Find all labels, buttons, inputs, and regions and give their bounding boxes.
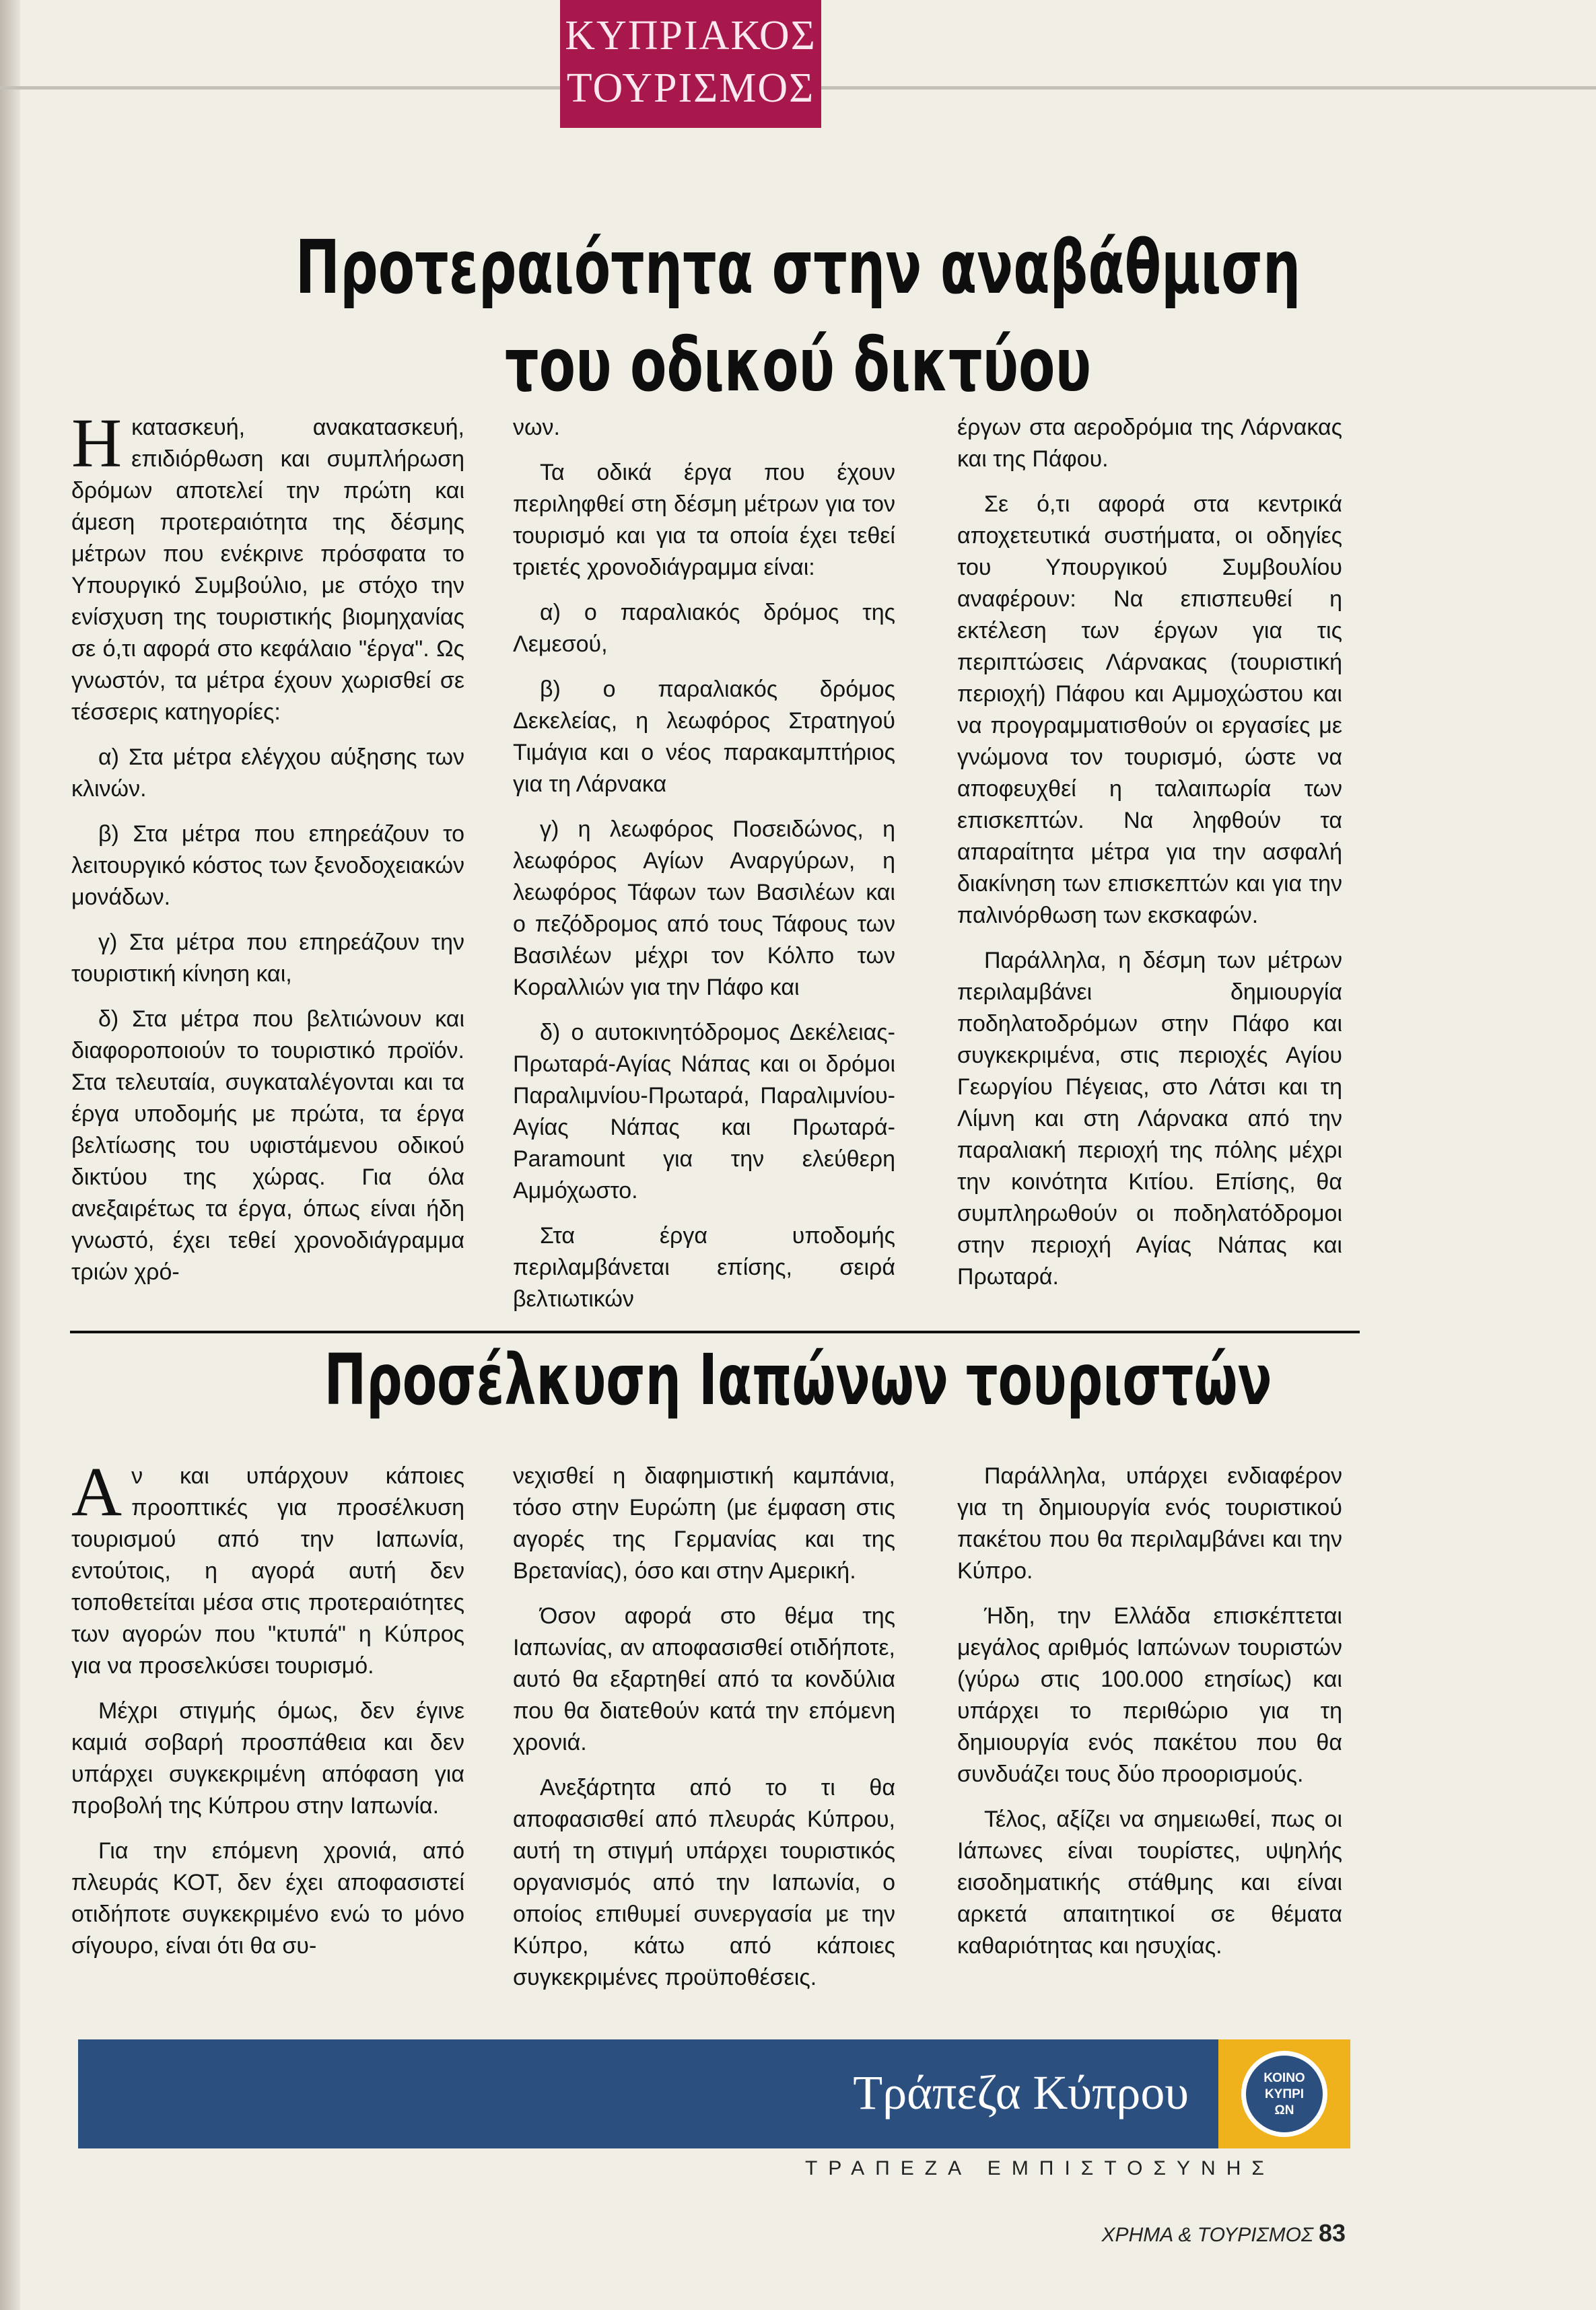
article1-column-1 xyxy=(71,405,464,1302)
article1-title-line2: του οδικού δικτύου xyxy=(505,322,1091,408)
article1-title xyxy=(223,219,1373,414)
article2-paragraph: ν και υπάρχουν κάποιες προοπτικές για προσέλκυση τουρισμού από την Ιαπωνία, εντούτοις, η αγορά αυτή δεν τοποθετείται μέσα στις προτεραιότητες των αγορών που "κτυπά" η Κύπρος για να προσελκύσει τουρισμό. xyxy=(71,1463,464,1679)
article1-paragraph: έργων στα αεροδρόμια της Λάρνακας και της Πάφου. xyxy=(957,415,1342,472)
page-folio xyxy=(1102,2219,1346,2247)
article-divider xyxy=(70,1331,1360,1333)
article2-paragraph: νεχισθεί η διαφημιστική καμπάνια, τόσο στην Ευρώπη (με έμφαση στις αγορές της Γερμανίας και της Βρετανίας), όσο και στην Αμερική. xyxy=(513,1463,895,1584)
article1-paragraph: κατασκευή, ανακατασκευή, επιδιόρθωση και συμπλήρωση δρόμων αποτελεί την πρώτη και άμεση προτεραιότητα της δέσμης μέτρων που ενέκρινε πρόσφατα το Υπουργικό Συμβούλιο, με στόχο την ενίσχυση της τουριστικής βιομηχανίας σε ό,τι αφορά στο κεφάλαιο "έργα". Ως γνωστόν, τα μέτρα έχουν χωρισθεί σε τέσσερις κατηγορίες: xyxy=(71,415,464,725)
article1-paragraph: α) Στα μέτρα ελέγχου αύξησης των κλινών. xyxy=(71,744,464,802)
show-through-right xyxy=(1366,222,1568,1972)
article2-paragraph: Παράλληλα, υπάρχει ενδιαφέρον για τη δημιουργία ενός τουριστικού πακέτου που θα περιλαμβάνει και την Κύπρο. xyxy=(957,1463,1342,1584)
magazine-name: ΧΡΗΜΑ & ΤΟΥΡΙΣΜΟΣ xyxy=(1101,2224,1313,2246)
article2-paragraph: Ανεξάρτητα από το τι θα αποφασισθεί από πλευράς Κύπρου, αυτή τη στιγμή υπάρχει τουριστικός οργανισμός από την Ιαπωνία, ο οποίος επιθυμεί συνεργασία με την Κύπρο, κάτω από κάποιες συγκεκριμένες προϋποθέσεις. xyxy=(513,1775,895,1990)
article2-title-text: Προσέλκυση Ιαπώνων τουριστών xyxy=(324,1339,1272,1421)
section-tag xyxy=(560,0,821,128)
article1-paragraph: γ) Στα μέτρα που επηρεάζουν την τουριστική κίνηση και, xyxy=(71,930,464,987)
article2-dropcap: Α xyxy=(71,1453,123,1531)
article1-column-2 xyxy=(513,412,895,1329)
article1-paragraph: Τα οδικά έργα που έχουν περιληφθεί στη δέσμη μέτρων για τον τουρισμό και για τα οποία έχει τεθεί τριετές χρονοδιάγραμμα είναι: xyxy=(513,460,895,580)
article1-paragraph: Παράλληλα, η δέσμη των μέτρων περιλαμβάνει δημιουργία ποδηλατοδρόμων στην Πάφο και συγκεκριμένα, στις περιοχές Αγίου Γεωργίου Πέγειας, στο Λάτσι και τη Λίμνη και στη Λάρνακα από την παραλιακή περιοχή της πόλης μέχρι την κοινότητα Κιτίου. Επίσης, θα συμπληρωθούν οι ποδηλατόδρομοι στην περιοχή Αγίας Νάπας και Πρωταρά. xyxy=(957,948,1342,1290)
article1-column-3 xyxy=(957,412,1342,1306)
article2-paragraph: Για την επόμενη χρονιά, από πλευράς ΚΟΤ, δεν έχει αποφασιστεί οτιδήποτε συγκεκριμένο ενώ το μόνο σίγουρο, είναι ότι θα συ- xyxy=(71,1838,464,1959)
article2-paragraph: Όσον αφορά στο θέμα της Ιαπωνίας, αν αποφασισθεί οτιδήποτε, αυτό θα εξαρτηθεί από τα κονδύλια που θα διατεθούν κατά την επόμενη χρονιά. xyxy=(513,1603,895,1755)
show-through-left xyxy=(27,222,67,1972)
article1-paragraph: α) ο παραλιακός δρόμος της Λεμεσού, xyxy=(513,600,895,657)
bank-logo-line: ΚΥΠΡΙ xyxy=(1264,2087,1305,2101)
article2-column-2 xyxy=(513,1461,895,2007)
article1-paragraph: γ) η λεωφόρος Ποσειδώνος, η λεωφόρος Αγίων Αναργύρων, η λεωφόρος Τάφων των Βασιλέων και ο πεζόδρομος από τους Τάφους των Βασιλέων μέχρι τον Κόλπο των Κοραλλιών για την Πάφο και xyxy=(513,816,895,1000)
page-gutter xyxy=(0,0,20,2310)
bank-logo-seal xyxy=(1246,2056,1323,2132)
bank-logo-line: ΩΝ xyxy=(1274,2103,1294,2118)
article1-paragraph: δ) Στα μέτρα που βελτιώνουν και διαφοροποιούν το τουριστικό προϊόν. Στα τελευταία, συγκαταλέγονται και τα έργα υποδομής με πρώτα, τα έργα βελτίωσης του υφιστάμενου οδικού δικτύου της χώρας. Για όλα ανεξαιρέτως τα έργα, όπως είναι ήδη γνωστό, έχει τεθεί χρονοδιάγραμμα τριών χρό- xyxy=(71,1006,464,1285)
bank-name: Τράπεζα Κύπρου xyxy=(853,2066,1189,2120)
article1-paragraph: β) Στα μέτρα που επηρεάζουν το λειτουργικό κόστος των ξενοδοχειακών μονάδων. xyxy=(71,821,464,910)
article2-title xyxy=(223,1336,1373,1424)
article2-paragraph: Ήδη, την Ελλάδα επισκέπτεται μεγάλος αριθμός Ιαπώνων τουριστών (γύρω στις 100.000 ετησίως) και υπάρχει το περιθώριο για τη δημιουργία ενός πακέτου που θα συνδυάζει τους δύο προορισμούς. xyxy=(957,1603,1342,1787)
bank-logo-box xyxy=(1218,2039,1350,2148)
article2-column-1 xyxy=(71,1453,464,1975)
article2-paragraph: Μέχρι στιγμής όμως, δεν έγινε καμιά σοβαρή προσπάθεια και δεν υπάρχει συγκεκριμένη απόφαση για προβολή της Κύπρου στην Ιαπωνία. xyxy=(71,1698,464,1819)
article2-column-3 xyxy=(957,1461,1342,1975)
article1-paragraph: νων. xyxy=(513,415,560,440)
article2-paragraph: Τέλος, αξίζει να σημειωθεί, πως οι Ιάπωνες είναι τουρίστες, υψηλής εισοδηματικής στάθμης και είναι αρκετά απαιτητικοί σε θέματα καθαριότητας και ησυχίας. xyxy=(957,1807,1342,1959)
article1-title-line1: Προτεραιότητα στην αναβάθμιση xyxy=(295,224,1301,310)
article1-paragraph: Στα έργα υποδομής περιλαμβάνεται επίσης, σειρά βελτιωτικών xyxy=(513,1223,895,1312)
article1-paragraph: Σε ό,τι αφορά στα κεντρικά αποχετευτικά συστήματα, οι οδηγίες του Υπουργικού Συμβουλίου αναφέρουν: Να επισπευθεί η εκτέλεση των έργων για τις περιπτώσεις Λάρνακας (τουριστική περιοχή) Πάφου και Αμμοχώστου και να προγραμματισθούν οι εργασίες με γνώμονα τον τουρισμό, ώστε να αποφευχθεί η ταλαιπωρία των επισκεπτών. Να ληφθούν τα απαραίτητα μέτρα για την ασφαλή διακίνηση των επισκεπτών και για την παλινόρθωση των εκσκαφών. xyxy=(957,491,1342,928)
article1-dropcap: Η xyxy=(71,405,123,482)
bank-logo-line: ΚΟΙΝΟ xyxy=(1263,2071,1305,2085)
section-tag-line2: ΤΟΥΡΙΣΜΟΣ xyxy=(566,65,815,111)
bank-logo-icon xyxy=(1241,2051,1327,2137)
article1-paragraph: δ) ο αυτοκινητόδρομος Δεκέλειας-Πρωταρά-Αγίας Νάπας και οι δρόμοι Παραλιμνίου-Πρωταρά, Παραλιμνίου-Αγίας Νάπας και Πρωταρά-Paramount για την ελεύθερη Αμμόχωστο. xyxy=(513,1020,895,1203)
bank-tagline: ΤΡΑΠΕΖΑ ΕΜΠΙΣΤΟΣΥΝΗΣ xyxy=(805,2157,1275,2179)
section-tag-line1: ΚΥΠΡΙΑΚΟΣ xyxy=(565,13,817,59)
page-number: 83 xyxy=(1318,2219,1346,2247)
article1-paragraph: β) ο παραλιακός δρόμος Δεκελείας, η λεωφόρος Στρατηγού Τιμάγια και ο νέος παρακαμπτήριος για τη Λάρνακα xyxy=(513,676,895,797)
bank-advert-band xyxy=(78,2039,1350,2148)
